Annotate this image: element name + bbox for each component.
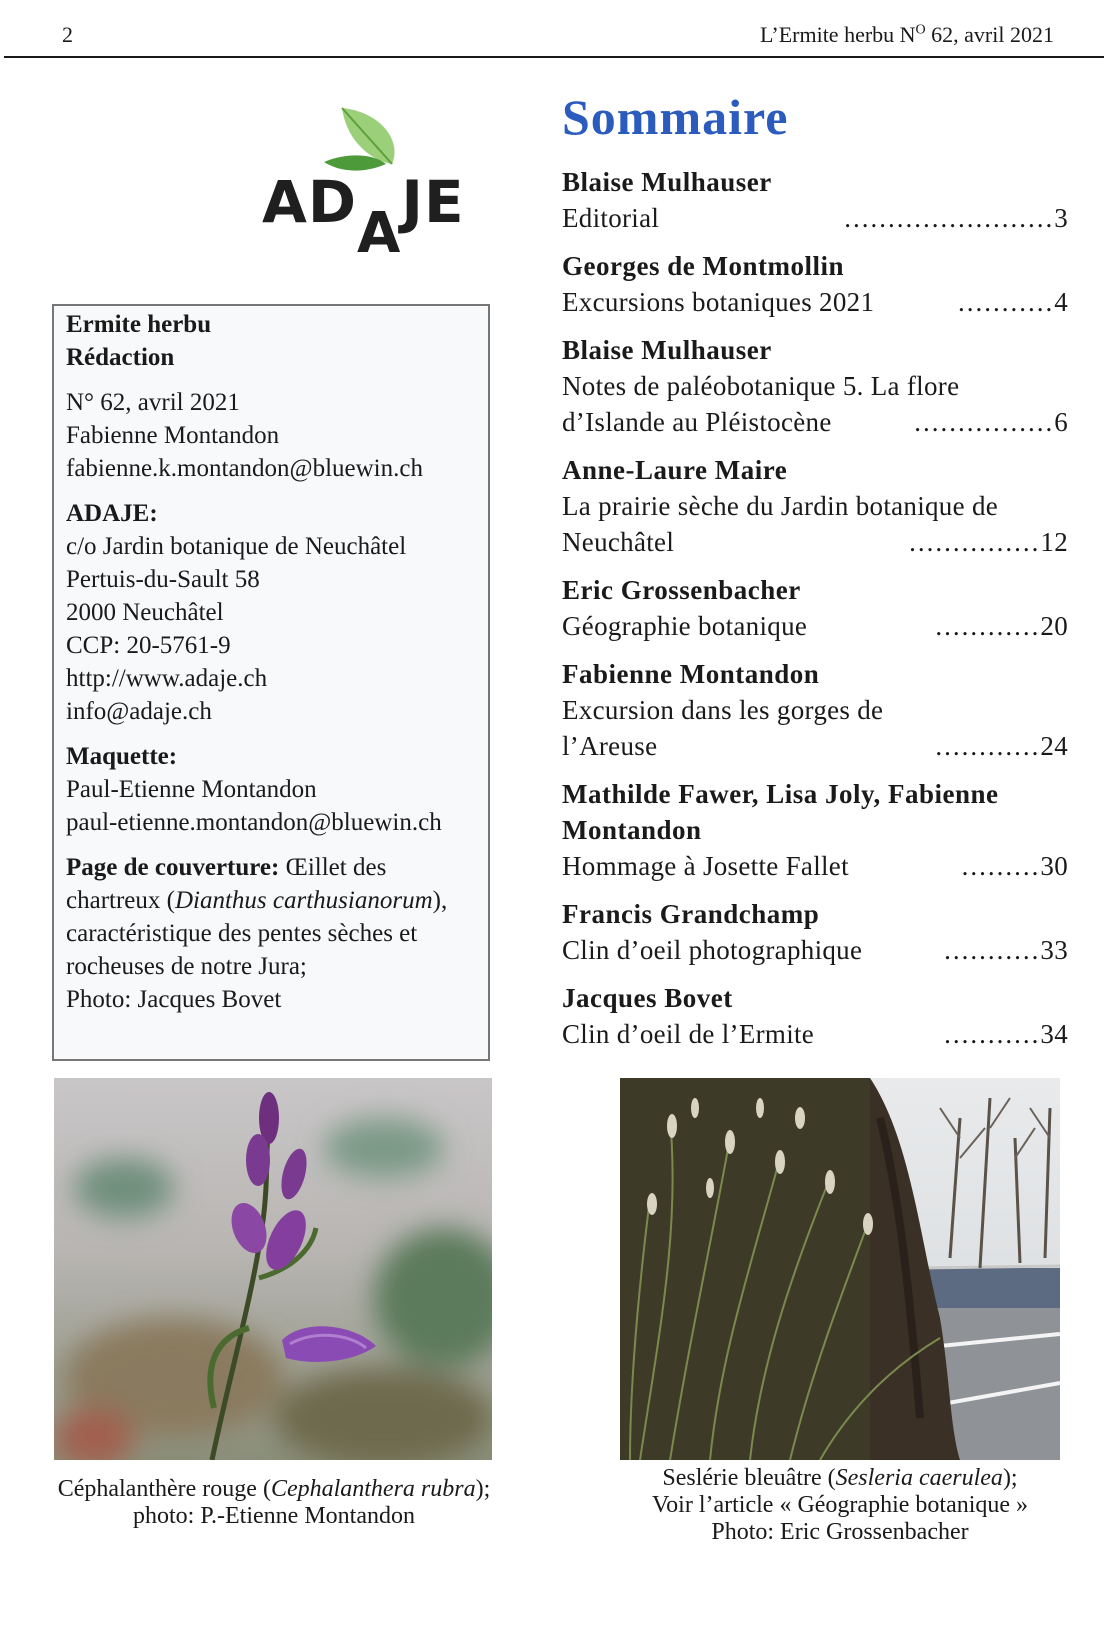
photo-cephalanthera xyxy=(54,1078,492,1460)
toc-title-line xyxy=(562,524,1068,560)
toc-leader-dots: ............ xyxy=(935,611,1041,641)
toc-page-ref xyxy=(935,608,1068,644)
toc-author: Francis Grandchamp xyxy=(562,899,820,929)
caption-text: Seslérie bleuâtre ( xyxy=(662,1465,836,1491)
photo-sesleria xyxy=(620,1078,1060,1460)
org-heading: ADAJE: xyxy=(66,500,158,527)
toc-entry xyxy=(562,980,1068,1052)
toc-entry xyxy=(562,332,1068,440)
toc-title: Editorial xyxy=(562,203,660,233)
toc-page-number: 20 xyxy=(1040,611,1068,641)
toc-leader-dots: ................ xyxy=(914,407,1055,437)
toc-author: Eric Grossenbacher xyxy=(562,575,801,605)
toc-title-line xyxy=(562,1016,1068,1052)
toc-title-line xyxy=(562,200,1068,236)
toc-author: Jacques Bovet xyxy=(562,983,733,1013)
caption-photo-credit: Photo: Eric Grossenbacher xyxy=(711,1519,969,1545)
toc-title-line xyxy=(562,284,1068,320)
caption-text: Céphalanthère rouge ( xyxy=(57,1476,271,1502)
org-line: c/o Jardin botanique de Neuchâtel xyxy=(66,533,407,560)
toc-page-ref xyxy=(944,932,1068,968)
toc-page-ref xyxy=(909,524,1068,560)
toc-title-line: Excursion dans les gorges de xyxy=(562,695,884,725)
toc-entry xyxy=(562,776,1068,884)
layout-email: paul-etienne.montandon@bluewin.ch xyxy=(66,809,442,836)
caption-sesleria xyxy=(600,1465,1080,1546)
toc-author: Blaise Mulhauser xyxy=(562,167,772,197)
toc-page-number: 24 xyxy=(1040,731,1068,761)
logo-text: ADAJE xyxy=(262,168,465,266)
cover-text: ), caractéristique des pentes sèches et rocheuses de notre Jura; xyxy=(66,887,448,980)
page-number: 2 xyxy=(62,22,73,47)
editorial-info-box xyxy=(52,304,490,1061)
toc-page-number: 3 xyxy=(1054,203,1068,233)
toc-title: l’Areuse xyxy=(562,731,658,761)
toc-author: Blaise Mulhauser xyxy=(562,335,772,365)
editor-email: fabienne.k.montandon@bluewin.ch xyxy=(66,455,423,482)
toc-entry xyxy=(562,896,1068,968)
publication-name: Ermite herbu xyxy=(66,311,212,338)
toc-title: d’Islande au Pléistocène xyxy=(562,407,832,437)
toc-title-line xyxy=(562,932,1068,968)
toc-title: Hommage à Josette Fallet xyxy=(562,851,849,881)
issue-number: N° 62, avril 2021 xyxy=(66,389,240,416)
toc-title-line xyxy=(562,848,1068,884)
toc-title-line xyxy=(562,728,1068,764)
toc-title: Clin d’oeil photographique xyxy=(562,935,863,965)
toc-author: Fabienne Montandon xyxy=(562,659,820,689)
running-title: L’Ermite herbu $N^O$ 62, avril 2021 xyxy=(759,22,1054,47)
toc-page-ref xyxy=(958,284,1068,320)
toc-title-line: La prairie sèche du Jardin botanique de xyxy=(562,491,999,521)
toc-page-ref xyxy=(914,404,1068,440)
toc-entry xyxy=(562,248,1068,320)
toc-title-line xyxy=(562,404,1068,440)
toc-entry xyxy=(562,656,1068,764)
header-rule xyxy=(4,56,1104,58)
toc-page-number: 4 xyxy=(1054,287,1068,317)
sommaire-title: Sommaire xyxy=(562,89,789,145)
toc-leader-dots: ......... xyxy=(961,851,1041,881)
org-line: Pertuis-du-Sault 58 xyxy=(66,566,260,593)
caption-text: ); xyxy=(1002,1465,1018,1491)
org-email: info@adaje.ch xyxy=(66,698,212,725)
toc-entry xyxy=(562,164,1068,236)
org-line: 2000 Neuchâtel xyxy=(66,599,224,626)
toc-title: Neuchâtel xyxy=(562,527,675,557)
toc-title: Géographie botanique xyxy=(562,611,808,641)
toc-page-ref xyxy=(844,200,1068,236)
caption-article-ref: Voir l’article « Géographie botanique » xyxy=(651,1492,1029,1518)
caption-species: Cephalanthera rubra xyxy=(270,1476,476,1502)
table-of-contents xyxy=(562,164,1068,1064)
toc-title: Clin d’oeil de l’Ermite xyxy=(562,1019,815,1049)
toc-entry xyxy=(562,572,1068,644)
org-line: CCP: 20-5761-9 xyxy=(66,632,231,659)
cover-text: Œillet des chartreux ( xyxy=(66,854,387,914)
org-website: http://www.adaje.ch xyxy=(66,665,268,692)
cover-species: Dianthus carthusianorum xyxy=(174,887,433,914)
caption-text: ); photo: P.-Etienne Montandon xyxy=(133,1476,491,1529)
caption-cephalanthera xyxy=(52,1476,496,1530)
toc-leader-dots: ........................ xyxy=(844,203,1055,233)
layout-heading: Maquette: xyxy=(66,743,178,770)
toc-title-line: Notes de paléobotanique 5. La flore xyxy=(562,371,960,401)
editorial-heading: Rédaction xyxy=(66,344,175,371)
toc-title: Excursions botaniques 2021 xyxy=(562,287,875,317)
toc-entry xyxy=(562,452,1068,560)
toc-page-number: 12 xyxy=(1040,527,1068,557)
toc-page-ref xyxy=(944,1016,1068,1052)
toc-leader-dots: ............... xyxy=(909,527,1041,557)
caption-species: Sesleria caerulea xyxy=(835,1465,1003,1491)
toc-leader-dots: ........... xyxy=(944,935,1041,965)
toc-page-ref xyxy=(935,728,1068,764)
toc-author: Mathilde Fawer, Lisa Joly, Fabienne Montandon xyxy=(562,779,999,845)
cover-description xyxy=(66,851,476,1016)
layout-name: Paul-Etienne Montandon xyxy=(66,776,317,803)
toc-leader-dots: ........... xyxy=(944,1019,1041,1049)
toc-page-number: 34 xyxy=(1040,1019,1068,1049)
toc-page-number: 30 xyxy=(1040,851,1068,881)
cover-label: Page de couverture: xyxy=(66,854,280,881)
toc-author: Anne-Laure Maire xyxy=(562,455,788,485)
toc-page-ref xyxy=(962,848,1068,884)
toc-title-line xyxy=(562,608,1068,644)
toc-author: Georges de Montmollin xyxy=(562,251,844,281)
toc-leader-dots: ........... xyxy=(957,287,1055,317)
cover-photo-credit: Photo: Jacques Bovet xyxy=(66,986,282,1013)
toc-page-number: 6 xyxy=(1054,407,1068,437)
toc-leader-dots: ............ xyxy=(935,731,1041,761)
editor-name: Fabienne Montandon xyxy=(66,422,280,449)
adaje-logo xyxy=(262,102,482,272)
toc-page-number: 33 xyxy=(1040,935,1068,965)
